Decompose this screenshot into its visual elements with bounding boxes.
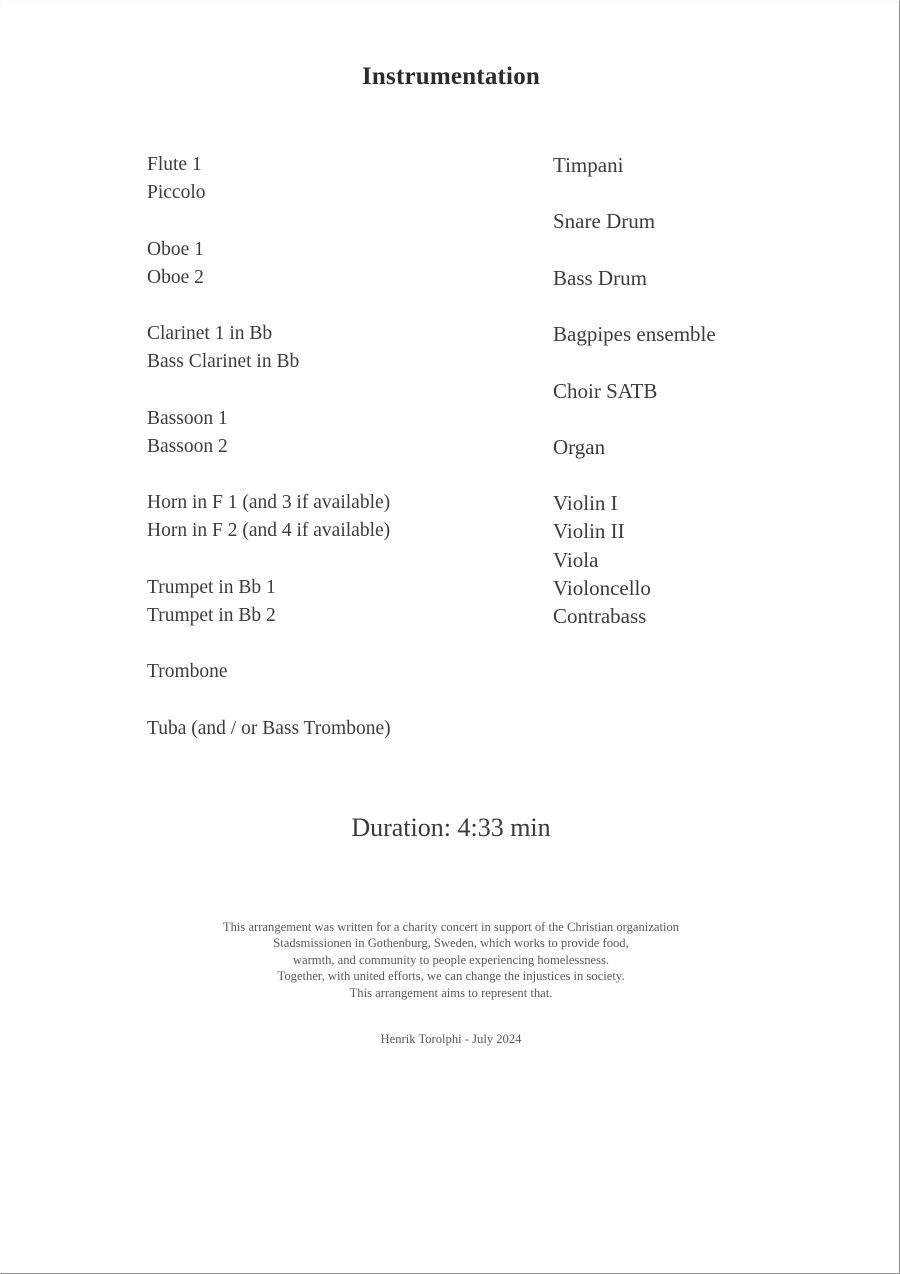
instrument-item: Violin I xyxy=(553,491,618,516)
instrument-item: Clarinet 1 in Bb xyxy=(147,323,273,345)
instrument-item: Viola xyxy=(553,547,599,572)
instrument-item: Snare Drum xyxy=(553,209,656,234)
instrument-item: Contrabass xyxy=(553,604,647,628)
instrument-item: Tuba (and / or Bass Trombone) xyxy=(147,717,391,739)
instrument-item: Bassoon 2 xyxy=(147,435,228,457)
instrument-spacer xyxy=(147,207,527,235)
duration-text: Duration: 4:33 min xyxy=(351,813,551,842)
dedication-note xyxy=(1,919,900,1001)
instrument-item: Trombone xyxy=(147,661,228,683)
instrument-item: Organ xyxy=(553,434,606,459)
instrument-spacer xyxy=(147,687,527,715)
instrument-item: Flute 1 xyxy=(147,154,202,175)
instrumentation-list xyxy=(1,151,900,771)
instrument-column-left xyxy=(147,151,527,743)
instrument-item: Piccolo xyxy=(147,182,206,204)
instrument-spacer xyxy=(553,461,883,489)
instrument-spacer xyxy=(147,546,527,574)
note-line: Stadsmissionen in Gothenburg, Sweden, which works to provide food, xyxy=(273,936,629,951)
instrument-item: Bass Clarinet in Bb xyxy=(147,351,300,373)
instrument-item: Choir SATB xyxy=(553,378,658,403)
instrument-item: Trumpet in Bb 2 xyxy=(147,605,276,626)
attribution-line: Henrik Torolphi - July 2024 xyxy=(380,1032,522,1046)
instrument-item: Bassoon 1 xyxy=(147,407,228,429)
instrument-spacer xyxy=(553,179,883,207)
instrument-item: Oboe 2 xyxy=(147,266,204,288)
instrument-item: Trumpet in Bb 1 xyxy=(147,576,276,598)
instrument-column-right xyxy=(553,151,883,630)
instrument-spacer xyxy=(553,292,883,320)
instrument-item: Horn in F 2 (and 4 if available) xyxy=(147,520,391,542)
note-line: This arrangement was written for a charity concert in support of the Christian organization xyxy=(222,920,680,934)
instrument-spacer xyxy=(553,405,883,433)
instrument-spacer xyxy=(147,461,527,489)
note-line: warmth, and community to people experiencing homelessness. xyxy=(292,952,610,967)
note-line: This arrangement aims to represent that. xyxy=(349,985,553,1000)
page-title: Instrumentation xyxy=(361,63,540,90)
note-line: Together, with united efforts, we can change the injustices in society. xyxy=(277,969,625,984)
instrument-item: Violin II xyxy=(553,519,625,544)
instrument-spacer xyxy=(147,292,527,320)
instrument-item: Horn in F 1 (and 3 if available) xyxy=(147,492,391,514)
instrument-item: Violoncello xyxy=(553,575,651,600)
instrument-spacer xyxy=(147,377,527,405)
instrument-spacer xyxy=(553,348,883,376)
instrument-spacer xyxy=(147,630,527,658)
instrument-item: Bass Drum xyxy=(553,265,647,290)
instrument-item: Oboe 1 xyxy=(147,238,204,260)
instrument-item: Timpani xyxy=(553,153,624,177)
instrument-item: Bagpipes ensemble xyxy=(553,322,716,347)
instrument-spacer xyxy=(553,236,883,264)
